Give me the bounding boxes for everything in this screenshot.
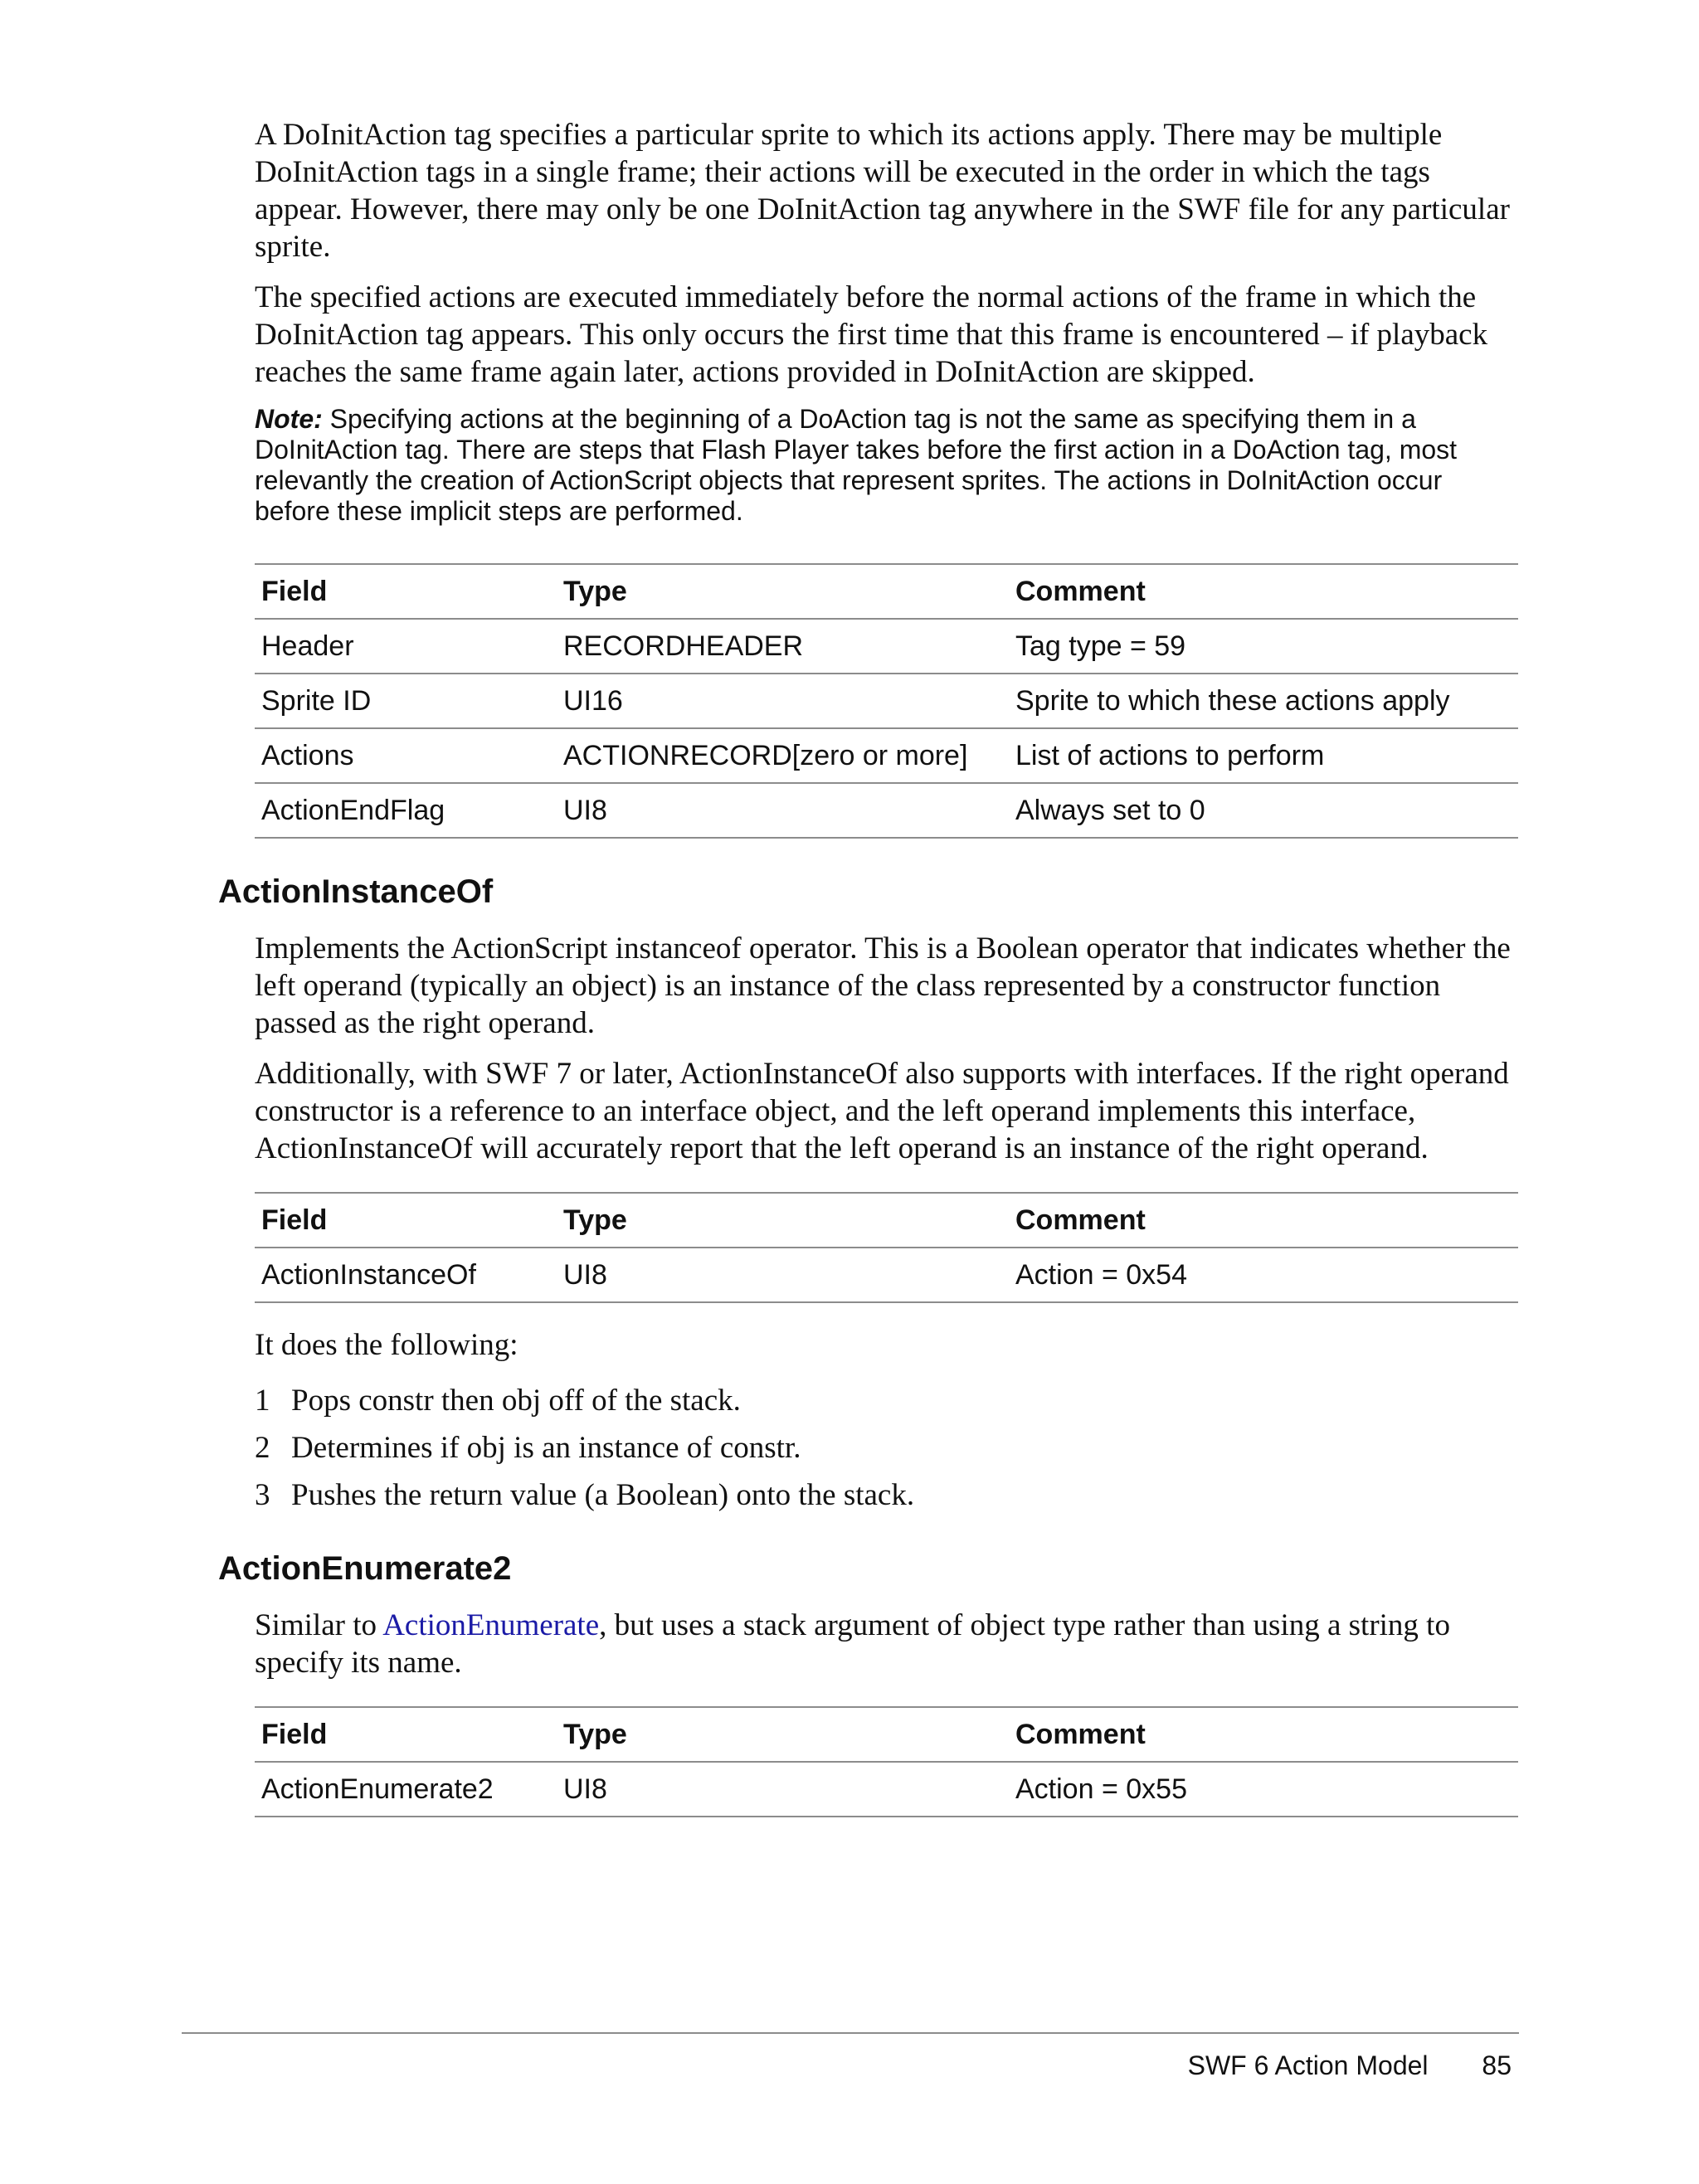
header-field: Field — [255, 564, 557, 619]
cell-field: Sprite ID — [255, 674, 557, 728]
instanceof-paragraph-2: Additionally, with SWF 7 or later, ActionInstanceOf also supports with interfaces. If the right operand constructor is a reference to an interface object, and the left operand implements this interface, ActionInstanceOf will accurately report that the left operand is an instance of the right operand. — [255, 1057, 1509, 1165]
step-text: Pushes the return value (a Boolean) onto the stack. — [291, 1478, 915, 1512]
cell-type: UI8 — [557, 1762, 1009, 1817]
instanceof-paragraph-1: Implements the ActionScript instanceof operator. This is a Boolean operator that indicates whether the left operand (typically an object) is an instance of the class represented by a constructor function passed as the right operand. — [255, 931, 1511, 1040]
header-type: Type — [557, 1193, 1009, 1248]
table-row — [255, 674, 1518, 728]
steps-intro: It does the following: — [255, 1328, 518, 1362]
action-enumerate-link[interactable]: ActionEnumerate — [382, 1608, 600, 1642]
table-row — [255, 783, 1518, 838]
header-field: Field — [255, 1707, 557, 1762]
enumerate2-text-before: Similar to — [255, 1608, 383, 1642]
note — [255, 404, 1518, 527]
list-item — [255, 1424, 1518, 1471]
footer-divider — [182, 2032, 1519, 2034]
intro-paragraph-2: The specified actions are executed immediately before the normal actions of the frame in which the DoInitAction tag appears. This only occurs the first time that this frame is encountered – if playback reaches the same frame again later, actions provided in DoInitAction are skipped. — [255, 280, 1488, 389]
header-type: Type — [557, 1707, 1009, 1762]
cell-comment: Action = 0x54 — [1009, 1248, 1518, 1302]
page-number: 85 — [1482, 2050, 1512, 2080]
steps-list — [255, 1377, 1518, 1519]
step-number: 3 — [255, 1478, 270, 1512]
step-text: Determines if obj is an instance of constr. — [291, 1431, 801, 1465]
table-header-row — [255, 1193, 1518, 1248]
footer-section-title: SWF 6 Action Model — [1187, 2050, 1429, 2080]
header-field: Field — [255, 1193, 557, 1248]
step-number: 1 — [255, 1384, 270, 1418]
step-number: 2 — [255, 1431, 270, 1465]
header-comment: Comment — [1009, 1707, 1518, 1762]
header-type: Type — [557, 564, 1009, 619]
step-text: Pops constr then obj off of the stack. — [291, 1384, 741, 1418]
section-heading-instanceof: ActionInstanceOf — [218, 873, 494, 910]
enumerate2-table — [255, 1706, 1518, 1817]
cell-comment: Tag type = 59 — [1009, 619, 1518, 674]
cell-comment: Always set to 0 — [1009, 783, 1518, 838]
cell-type: ACTIONRECORD[zero or more] — [557, 728, 1009, 783]
section-heading-enumerate2: ActionEnumerate2 — [218, 1550, 512, 1587]
cell-type: RECORDHEADER — [557, 619, 1009, 674]
table-row — [255, 728, 1518, 783]
list-item — [255, 1471, 1518, 1519]
cell-comment: Sprite to which these actions apply — [1009, 674, 1518, 728]
cell-field: ActionEndFlag — [255, 783, 557, 838]
intro-paragraph-1: A DoInitAction tag specifies a particular sprite to which its actions apply. There may be multiple DoInitAction tags in a single frame; their actions will be executed in the order in which the tags appear. However, there may only be one DoInitAction tag anywhere in the SWF file for any particular sprite. — [255, 118, 1510, 264]
header-comment: Comment — [1009, 564, 1518, 619]
header-comment: Comment — [1009, 1193, 1518, 1248]
doinitaction-table — [255, 563, 1518, 839]
page-content — [218, 116, 1518, 1851]
table-row — [255, 619, 1518, 674]
cell-comment: List of actions to perform — [1009, 728, 1518, 783]
cell-type: UI8 — [557, 783, 1009, 838]
cell-field: Header — [255, 619, 557, 674]
cell-type: UI8 — [557, 1248, 1009, 1302]
cell-field: Actions — [255, 728, 557, 783]
note-label: Note: — [255, 404, 323, 434]
instanceof-table — [255, 1192, 1518, 1303]
enumerate2-paragraph — [255, 1607, 1518, 1681]
cell-comment: Action = 0x55 — [1009, 1762, 1518, 1817]
table-row — [255, 1248, 1518, 1302]
note-text: Specifying actions at the beginning of a DoAction tag is not the same as specifying them in a DoInitAction tag. There are steps that Flash Player takes before the first action in a DoAction tag, most relevantly the creation of ActionScript objects that represent sprites. The actions in DoInitAction occur before these implicit steps are performed. — [255, 404, 1458, 526]
table-row — [255, 1762, 1518, 1817]
list-item — [255, 1377, 1518, 1424]
page-footer — [1188, 2050, 1512, 2081]
enumerate2-text-after: , but uses a stack argument of object type rather than using a string to specify its name. — [255, 1608, 1450, 1680]
cell-type: UI16 — [557, 674, 1009, 728]
cell-field: ActionEnumerate2 — [255, 1762, 557, 1817]
table-header-row — [255, 564, 1518, 619]
cell-field: ActionInstanceOf — [255, 1248, 557, 1302]
table-header-row — [255, 1707, 1518, 1762]
